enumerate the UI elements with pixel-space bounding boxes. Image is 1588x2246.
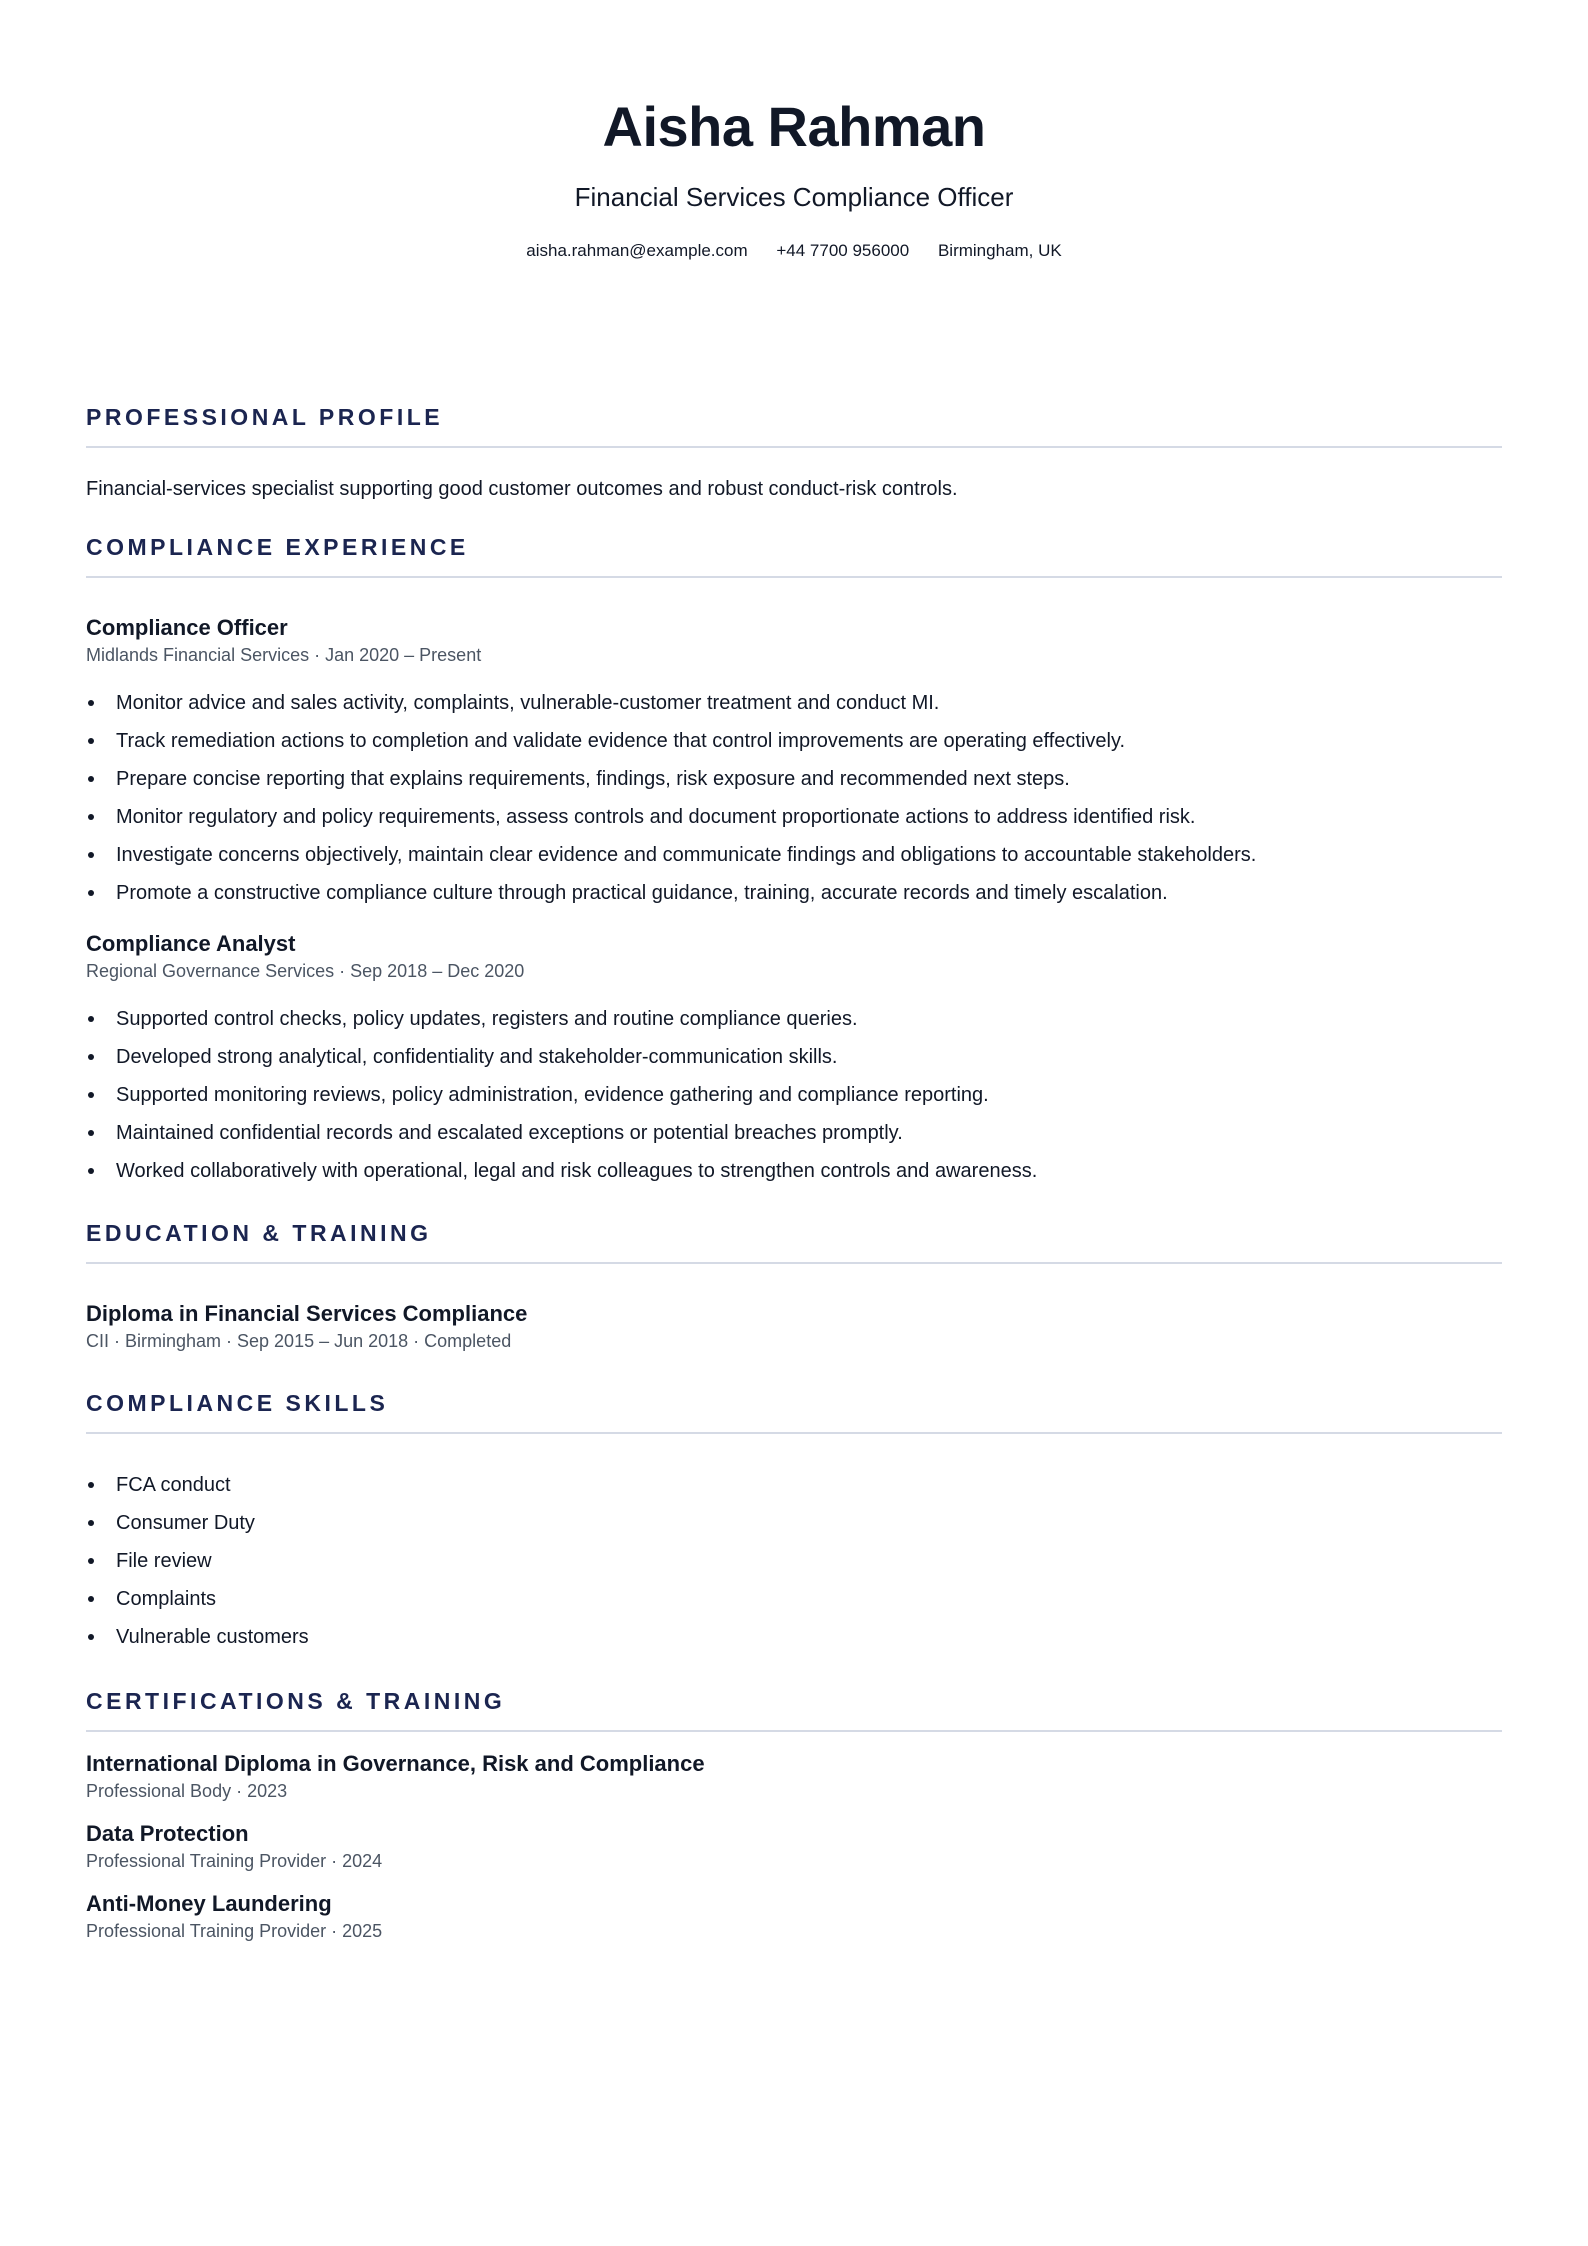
certification-name: International Diploma in Governance, Risk and Compliance — [86, 1751, 705, 1776]
certification-meta: Professional Training Provider · 2024 — [86, 1851, 383, 1871]
job-meta: Midlands Financial Services · Jan 2020 – Present — [86, 645, 482, 665]
job-entry — [86, 930, 1502, 1190]
job-bullet: Supported control checks, policy updates, registers and routine compliance queries. — [86, 1000, 1502, 1038]
job-bullet: Monitor advice and sales activity, complaints, vulnerable-customer treatment and conduct MI. — [86, 684, 1502, 722]
certification-meta: Professional Training Provider · 2025 — [86, 1921, 383, 1941]
job-bullet: Track remediation actions to completion and validate evidence that control improvements are operating effectively. — [86, 722, 1502, 760]
skill-item: FCA conduct — [86, 1466, 1502, 1504]
contact-location: Birmingham, UK — [937, 241, 1062, 260]
experience-section — [86, 532, 1502, 1190]
degree-title: Diploma in Financial Services Compliance — [86, 1301, 528, 1326]
certification-meta: Professional Body · 2023 — [86, 1781, 288, 1801]
job-bullets — [86, 684, 1502, 912]
certifications-section — [86, 1686, 1502, 1944]
contact-email: aisha.rahman@example.com — [526, 241, 748, 260]
skill-item: File review — [86, 1542, 1502, 1580]
job-meta: Regional Governance Services · Sep 2018 – Dec 2020 — [86, 961, 525, 981]
job-bullet: Supported monitoring reviews, policy administration, evidence gathering and compliance reporting. — [86, 1076, 1502, 1114]
job-bullet: Promote a constructive compliance culture through practical guidance, training, accurate records and timely escalation. — [86, 874, 1502, 912]
job-entry — [86, 614, 1502, 912]
job-bullet: Maintained confidential records and escalated exceptions or potential breaches promptly. — [86, 1114, 1502, 1152]
section-title-certifications: CERTIFICATIONS & TRAINING — [86, 1688, 506, 1714]
skill-item: Vulnerable customers — [86, 1618, 1502, 1656]
job-bullet: Worked collaboratively with operational, legal and risk colleagues to strengthen controls and awareness. — [86, 1152, 1502, 1190]
job-bullets — [86, 1000, 1502, 1190]
profile-summary: Financial-services specialist supporting good customer outcomes and robust conduct-risk controls. — [86, 478, 958, 500]
section-title-education: EDUCATION & TRAINING — [86, 1220, 432, 1246]
certification-entry — [86, 1890, 1502, 1944]
section-title-experience: COMPLIANCE EXPERIENCE — [86, 534, 469, 560]
education-entry — [86, 1300, 1502, 1354]
job-bullet: Developed strong analytical, confidentiality and stakeholder-communication skills. — [86, 1038, 1502, 1076]
certification-entry — [86, 1750, 1502, 1804]
section-title-skills: COMPLIANCE SKILLS — [86, 1390, 389, 1416]
resume-header — [86, 0, 1502, 262]
job-title: Compliance Officer — [86, 615, 288, 640]
section-divider — [86, 1432, 1502, 1434]
education-section — [86, 1218, 1502, 1354]
degree-meta: CII · Birmingham · Sep 2015 – Jun 2018 · Completed — [86, 1331, 512, 1351]
section-divider — [86, 446, 1502, 448]
certification-name: Data Protection — [86, 1821, 249, 1846]
job-bullet: Investigate concerns objectively, maintain clear evidence and communicate findings and obligations to accountable stakeholders. — [86, 836, 1502, 874]
job-title: Compliance Analyst — [86, 931, 296, 956]
contact-phone: +44 7700 956000 — [776, 241, 910, 260]
skill-item: Consumer Duty — [86, 1504, 1502, 1542]
candidate-name: Aisha Rahman — [602, 95, 986, 158]
contact-line — [86, 240, 1502, 262]
skills-section — [86, 1388, 1502, 1656]
section-divider — [86, 1262, 1502, 1264]
skills-list — [86, 1466, 1502, 1656]
job-bullet: Prepare concise reporting that explains requirements, findings, risk exposure and recommended next steps. — [86, 760, 1502, 798]
certification-entry — [86, 1820, 1502, 1874]
certification-name: Anti-Money Laundering — [86, 1891, 332, 1916]
skill-item: Complaints — [86, 1580, 1502, 1618]
profile-section — [86, 402, 1502, 504]
section-divider — [86, 576, 1502, 578]
candidate-headline: Financial Services Compliance Officer — [574, 182, 1014, 212]
job-bullet: Monitor regulatory and policy requirements, assess controls and document proportionate actions to address identified risk. — [86, 798, 1502, 836]
section-title-profile: PROFESSIONAL PROFILE — [86, 404, 444, 430]
section-divider — [86, 1730, 1502, 1732]
